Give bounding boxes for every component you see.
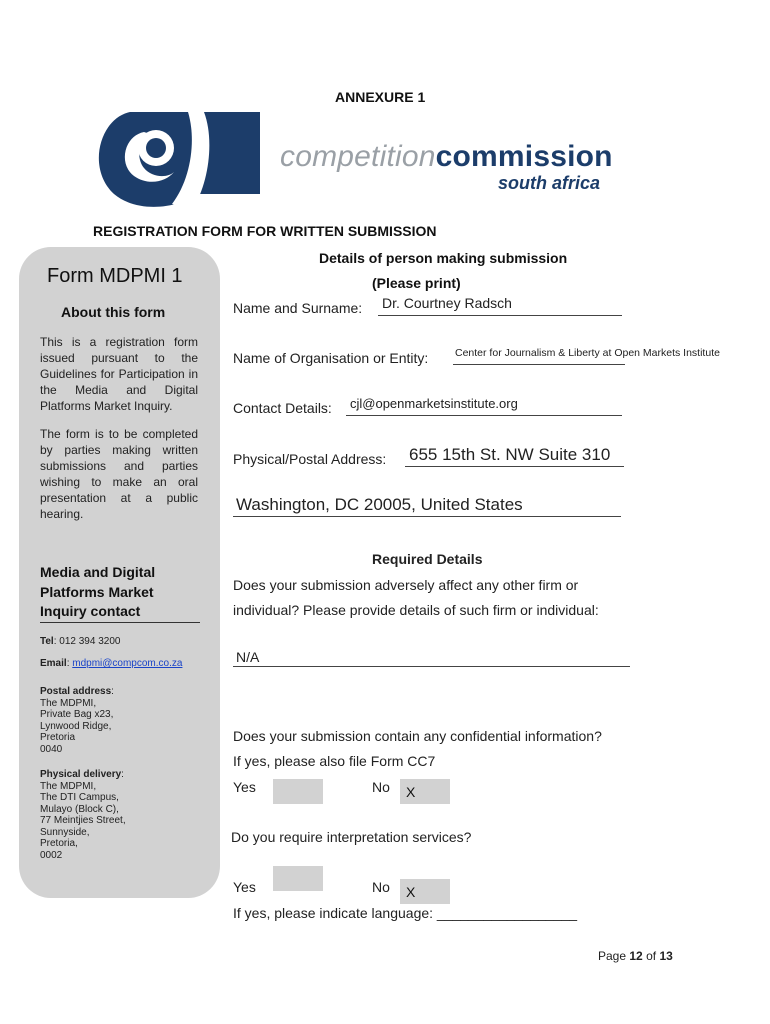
contact-divider [40,622,200,623]
tel-label: Tel [40,636,54,647]
confidential-yes-checkbox[interactable] [273,779,323,804]
postal-line: Lynwood Ridge, [40,720,112,732]
physical-line: The DTI Campus, [40,792,119,803]
competition-commission-logo-icon [92,108,260,210]
question-adverse-line-2: individual? Please provide details of such firm or individual: [233,602,599,618]
organisation-underline [453,364,625,365]
email-separator: : [66,658,73,669]
adverse-answer-underline [233,666,630,667]
contact-details-label: Contact Details: [233,400,332,416]
physical-address: Physical delivery: The MDPMI, The DTI Campus, Mulayo (Block C), 77 Meintjies Street, Sunnyside, Pretoria, 0002 [40,769,126,861]
details-title: Details of person making submission [319,250,568,266]
about-paragraph-2: The form is to be completed by parties making written submissions and parties wishing to make an oral presentation at a public hearing. [40,427,198,521]
logo-subtitle: south africa [498,173,601,193]
organisation-label: Name of Organisation or Entity: [233,350,429,366]
interpretation-yes-label: Yes [233,879,256,895]
address-field-line-1[interactable]: 655 15th St. NW Suite 310 [409,445,611,464]
physical-line: 0002 [40,849,63,861]
contact-details-field[interactable]: cjl@openmarketsinstitute.org [350,396,518,411]
email-line [40,658,182,670]
address-underline-2 [233,516,621,517]
postal-address: Postal address: The MDPMI, Private Bag x23, Lynwood Ridge, Pretoria 0040 [40,686,114,755]
language-field[interactable]: If yes, please indicate language: __________________ [233,905,578,921]
interpretation-yes-checkbox[interactable] [273,866,323,891]
of-word: of [646,949,657,963]
question-adverse-line-1: Does your submission adversely affect any other firm or [233,577,579,593]
logo-word-dark: commission [435,140,613,173]
interpretation-no-checkbox[interactable]: X [400,879,450,904]
about-paragraph-1: This is a registration form issued pursuant to the Guidelines for Participation in the Media and Digital Platforms Market Inquiry. [40,335,198,413]
name-underline [378,315,622,316]
physical-line: Mulayo (Block C), [40,803,119,815]
confidential-no-checkbox[interactable]: X [400,779,450,804]
physical-line: The MDPMI, [40,780,97,792]
page-word: Page [598,949,627,963]
form-title: Form MDPMI 1 [47,265,183,287]
page-total: 13 [659,949,673,963]
physical-line: Pretoria, [40,838,78,849]
postal-label: Postal address [40,686,112,697]
tel-value: : 012 394 3200 [53,636,121,647]
form-cc7-note: If yes, please also file Form CC7 [233,753,436,769]
required-details-title: Required Details [372,551,483,567]
postal-line: Pretoria [40,732,76,743]
name-label: Name and Surname: [233,300,363,316]
please-print-note: (Please print) [372,275,461,291]
page-number: 12 [629,949,643,963]
name-field[interactable]: Dr. Courtney Radsch [382,295,512,311]
contact-title: Media and Digital Platforms Market Inquiry contact [40,564,156,619]
physical-line: 77 Meintjies Street, [40,815,126,826]
confidential-no-label: No [372,779,390,795]
about-title: About this form [61,304,166,320]
email-label: Email [40,658,67,669]
question-confidential: Does your submission contain any confidential information? [233,728,602,744]
address-underline-1 [405,466,624,467]
email-link[interactable]: mdpmi@compcom.co.za [72,658,183,669]
logo-word-light: competition [280,140,436,173]
adverse-answer-field[interactable]: N/A [236,649,260,665]
address-field-line-2[interactable]: Washington, DC 20005, United States [236,495,523,514]
postal-line: 0040 [40,743,63,755]
tel-line [40,636,120,648]
organisation-field[interactable]: Center for Journalism & Liberty at Open Markets Institute [455,347,720,359]
postal-line: Private Bag x23, [40,709,114,720]
annexure-heading: ANNEXURE 1 [335,89,426,105]
postal-line: The MDPMI, [40,697,97,709]
contact-details-underline [346,415,622,416]
form-heading: REGISTRATION FORM FOR WRITTEN SUBMISSION [93,223,437,239]
interpretation-no-label: No [372,879,390,895]
page-footer [598,949,673,963]
physical-line: Sunnyside, [40,826,90,838]
address-label: Physical/Postal Address: [233,451,387,467]
physical-label: Physical delivery [40,769,122,780]
question-interpretation: Do you require interpretation services? [231,829,472,845]
logo-wordmark [280,140,613,174]
confidential-yes-label: Yes [233,779,256,795]
